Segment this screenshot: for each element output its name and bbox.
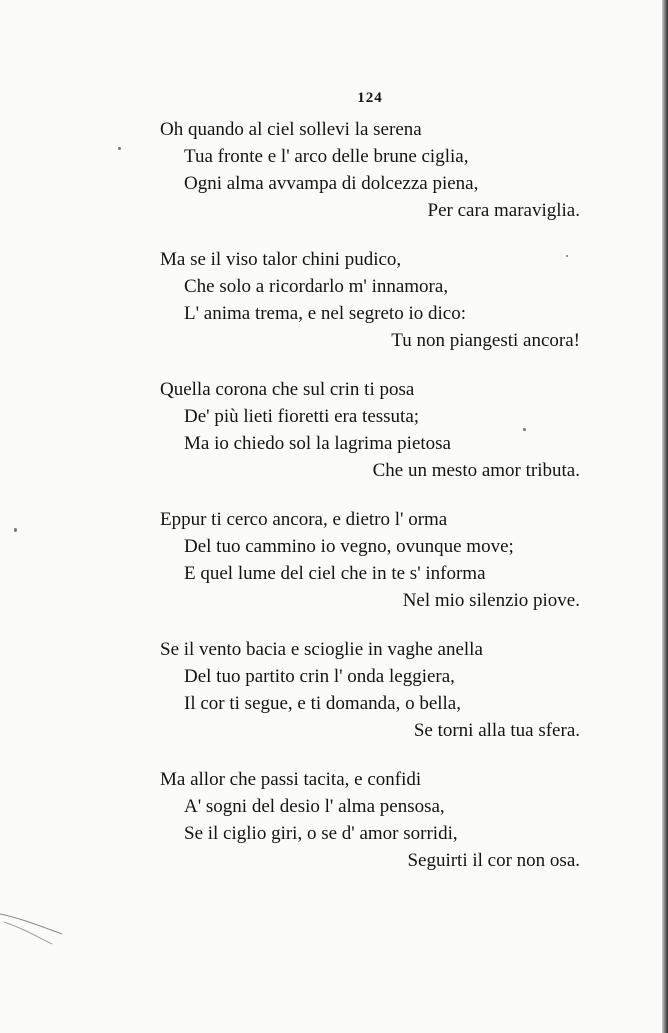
refrain-line: Per cara maraviglia. bbox=[427, 200, 580, 221]
verse-line: Quella corona che sul crin ti posa bbox=[160, 379, 415, 400]
verse-line: Il cor ti segue, e ti domanda, o bella, bbox=[184, 693, 461, 714]
stanza-3 bbox=[160, 376, 600, 484]
verse-line: De' più lieti fioretti era tessuta; bbox=[184, 406, 420, 427]
verse-line: Ogni alma avvampa di dolcezza piena, bbox=[184, 173, 479, 194]
page-edge-shadow bbox=[662, 0, 668, 1033]
verse-line: Se il ciglio giri, o se d' amor sorridi, bbox=[184, 823, 458, 844]
stanza-4 bbox=[160, 506, 600, 614]
verse-line: Ma allor che passi tacita, e confidi bbox=[160, 769, 422, 790]
verse-line: Ma io chiedo sol la lagrima pietosa bbox=[184, 433, 451, 454]
refrain-line: Nel mio silenzio piove. bbox=[402, 590, 580, 611]
refrain-line: Tu non piangesti ancora! bbox=[391, 330, 580, 351]
stanza-1 bbox=[160, 116, 600, 224]
verse-line: Se il vento bacia e scioglie in vaghe anella bbox=[160, 639, 483, 660]
verse-line: A' sogni del desio l' alma pensosa, bbox=[184, 796, 445, 817]
stanza-6 bbox=[160, 766, 600, 874]
paper-speck bbox=[523, 428, 526, 431]
verse-line: L' anima trema, e nel segreto io dico: bbox=[184, 303, 466, 324]
refrain-line: Se torni alla tua sfera. bbox=[413, 720, 580, 741]
paper-speck bbox=[566, 255, 568, 257]
refrain-line: Che un mesto amor tributa. bbox=[372, 460, 580, 481]
verse-line: Del tuo partito crin l' onda leggiera, bbox=[184, 666, 455, 687]
verse-line: Ma se il viso talor chini pudico, bbox=[160, 249, 402, 270]
verse-line: E quel lume del ciel che in te s' informa bbox=[184, 563, 486, 584]
verse-line: Che solo a ricordarlo m' innamora, bbox=[184, 276, 449, 297]
stanza-2 bbox=[160, 246, 600, 354]
verse-line: Eppur ti cerco ancora, e dietro l' orma bbox=[160, 509, 448, 530]
paper-scratch-marks bbox=[0, 908, 70, 948]
verse-line: Oh quando al ciel sollevi la serena bbox=[160, 119, 422, 140]
stanza-5 bbox=[160, 636, 600, 744]
verse-line: Tua fronte e l' arco delle brune ciglia, bbox=[184, 146, 469, 167]
poem bbox=[160, 116, 600, 896]
verse-line: Del tuo cammino io vegno, ovunque move; bbox=[184, 536, 514, 557]
paper-speck bbox=[14, 528, 17, 532]
paper-speck bbox=[118, 147, 121, 150]
page-number: 124 bbox=[357, 90, 383, 106]
refrain-line: Seguirti il cor non osa. bbox=[407, 850, 580, 871]
